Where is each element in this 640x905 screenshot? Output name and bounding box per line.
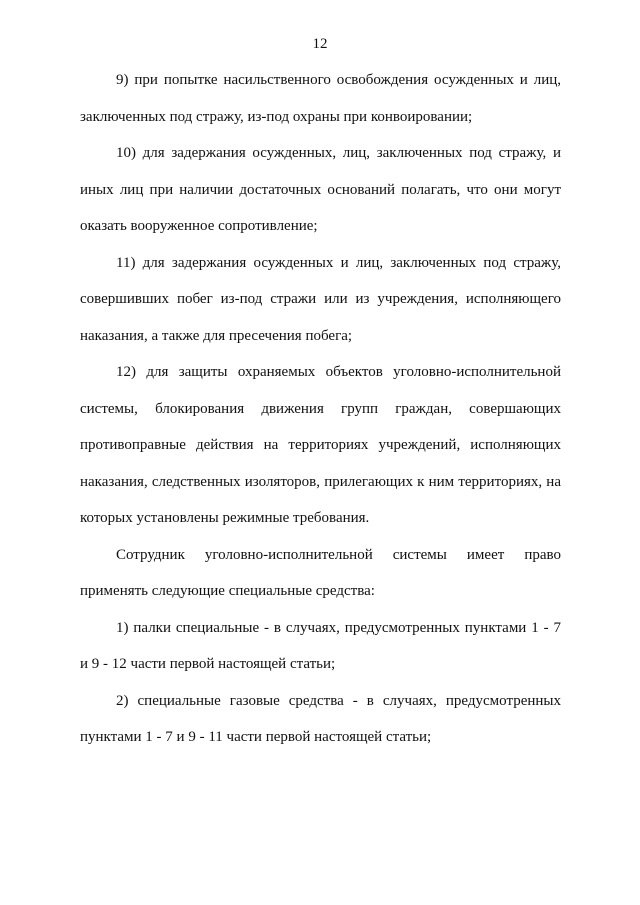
- paragraph-special-means-intro: Сотрудник уголовно-исполнительной системы имеет право применять следующие специальные средства:: [80, 546, 561, 599]
- page-number: 12: [312, 36, 328, 52]
- paragraph-item-10: 10) для задержания осужденных, лиц, заключенных под стражу, и иных лиц при наличии достаточных оснований полагать, что они могут оказать вооруженное сопротивление;: [80, 145, 561, 234]
- paragraph-item-9: 9) при попытке насильственного освобождения осужденных и лиц, заключенных под стражу, из-под охраны при конвоировании;: [80, 72, 561, 125]
- document-body: [80, 62, 561, 756]
- paragraph-special-means-1: 1) палки специальные - в случаях, предусмотренных пунктами 1 - 7 и 9 - 12 части первой настоящей статьи;: [80, 619, 561, 672]
- paragraph-item-11: 11) для задержания осужденных и лиц, заключенных под стражу, совершивших побег из-под стражи или из учреждения, исполняющего наказания, а также для пресечения побега;: [80, 254, 561, 344]
- paragraph-item-12: 12) для защиты охраняемых объектов уголовно-исполнительной системы, блокирования движения групп граждан, совершающих противоправные действия на территориях учреждений, исполняющих наказания, следственных изоляторов, прилегающих к ним территориях, на которых установлены режимные требования.: [80, 364, 561, 526]
- paragraph-special-means-2: 2) специальные газовые средства - в случаях, предусмотренных пунктами 1 - 7 и 9 - 11 части первой настоящей статьи;: [80, 692, 561, 745]
